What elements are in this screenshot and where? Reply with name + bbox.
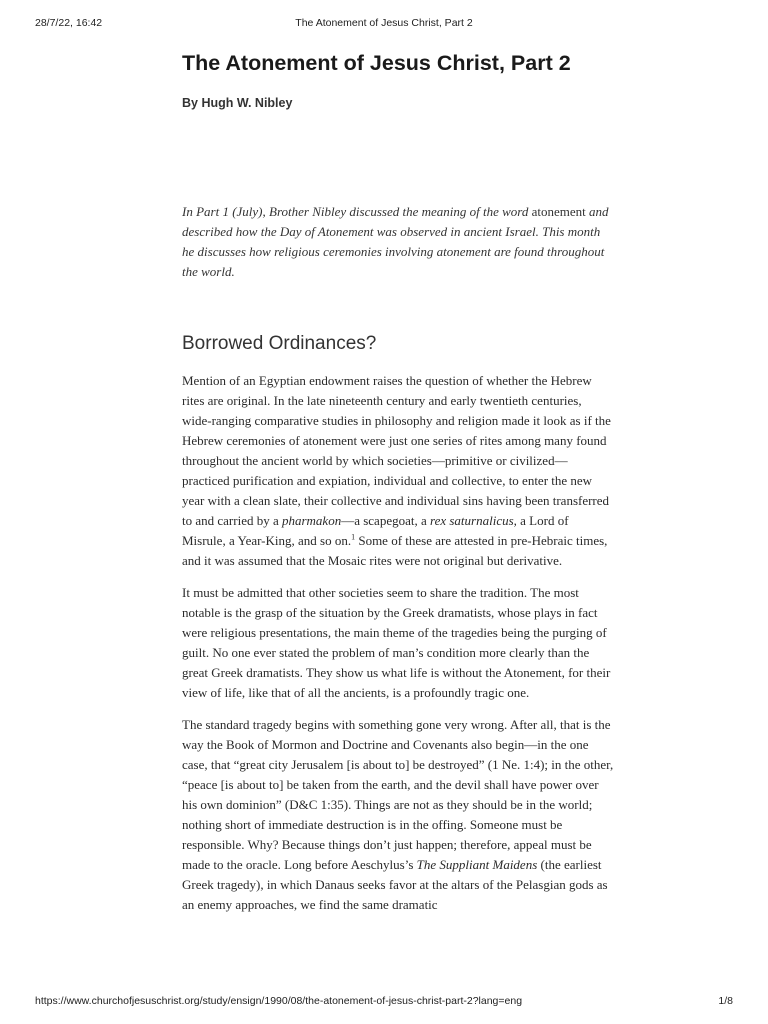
body-paragraph-2: It must be admitted that other societies seem to share the tradition. The most notable is the grasp of the situation by the Greek dramatists, whose plays in fact were religious presentations, the main theme of the tragedies being the purging of guilt. No one ever stated the problem of man’s condition more clearly than the great Greek dramatists. They show us what life is without the Atonement, for their view of life, like that of all the ancients, is a profoundly tragic one. (182, 585, 611, 700)
body-paragraph-3 (182, 715, 614, 915)
byline: By Hugh W. Nibley (182, 96, 293, 110)
p1-term-pharmakon: pharmakon (281, 513, 342, 528)
print-page-number: 1/8 (718, 995, 733, 1007)
p1-term-rex: rex saturnalicus, (430, 513, 517, 528)
intro-term: atonement (531, 204, 586, 219)
article (182, 46, 614, 915)
intro-text-after: and described how the Day of Atonement was observed in ancient Israel. This month he discusses how religious ceremonies involving atonement are found throughout the world. (182, 204, 609, 279)
section-heading: Borrowed Ordinances? (182, 333, 377, 354)
p3-text-b: (the earliest Greek tragedy), in which Danaus seeks favor at the altars of the Pelasgian gods as an enemy approaches, we find the same dramatic (182, 857, 608, 912)
intro-paragraph (182, 202, 614, 282)
print-footer-url: https://www.churchofjesuschrist.org/study/ensign/1990/08/the-atonement-of-jesus-christ-part-2?lang=eng (35, 995, 523, 1007)
footnote-link-1[interactable]: 1 (351, 532, 356, 542)
print-date: 28/7/22, 16:42 (35, 17, 103, 29)
intro-text-before: In Part 1 (July), Brother Nibley discussed the meaning of the word (182, 204, 532, 219)
p1-text-a: Mention of an Egyptian endowment raises the question of whether the Hebrew rites are original. In the late nineteenth century and early twentieth centuries, wide-ranging comparative studies in philosophy and religion made it look as if the Hebrew ceremonies of atonement were just one series of rites among many found throughout the ancient world by which societies—primitive or civilized—practiced purification and expiation, individual and collective, to enter the new year with a clean slate, their collective and individual sins having been transferred to and carried by a (182, 373, 611, 528)
p3-text-a: The standard tragedy begins with something gone very wrong. After all, that is the way the Book of Mormon and Doctrine and Covenants also begin—in the one case, that “great city Jerusalem [is about to] be destroyed” (1 Ne. 1:4); in the other, “peace [is about to] be taken from the earth, and the devil shall have power over his own dominion” (D&C 1:35). Things are not as they should be in the world; nothing short of immediate destruction is in the offing. Someone must be responsible. Why? Because things don’t just happen; therefore, appeal must be made to the oracle. Long before Aeschylus’s (182, 717, 614, 872)
p1-text-c: a Lord of Misrule, a Year-King, and so on. (182, 513, 569, 548)
article-body (182, 371, 614, 915)
body-paragraph-1 (182, 371, 614, 571)
p1-text-d: Some of these are attested in pre-Hebraic times, and it was assumed that the Mosaic rites were not original but derivative. (182, 533, 608, 568)
p3-title-suppliant-maidens: The Suppliant Maidens (416, 857, 538, 872)
p1-text-b: —a scapegoat, a (341, 513, 430, 528)
article-title: The Atonement of Jesus Christ, Part 2 (182, 51, 571, 75)
print-header-title: The Atonement of Jesus Christ, Part 2 (295, 17, 473, 29)
